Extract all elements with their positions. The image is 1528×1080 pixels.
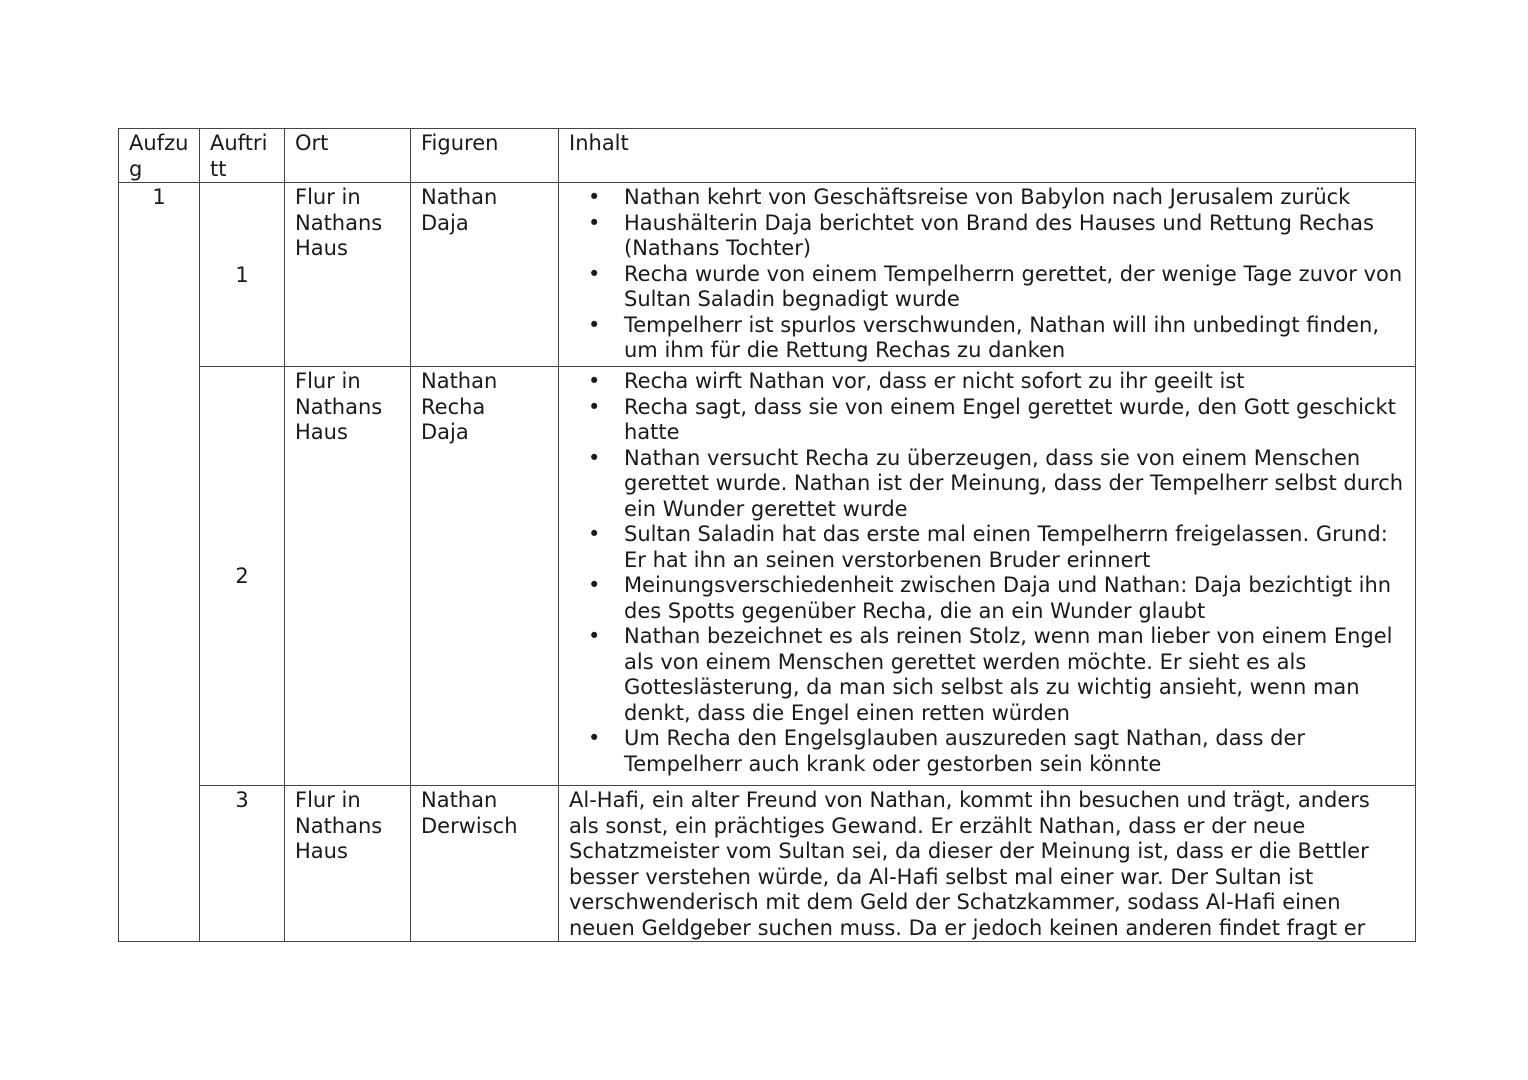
- list-item: • Nathan kehrt von Geschäftsreise von Babylon nach Jerusalem zurück: [624, 185, 1405, 211]
- ort-cell: Flur in Nathans Haus: [285, 786, 411, 942]
- table-header-row: [119, 129, 1416, 183]
- auftritt-number: 2: [200, 367, 285, 786]
- list-item: • Nathan bezeichnet es als reinen Stolz, wenn man lieber von einem Engel als von einem Menschen gerettet werden möchte. Er sieht es als Gotteslästerung, da man sich selbst als zu wichtig ansieht, wenn man denkt, dass die Engel einen retten würden: [624, 624, 1405, 726]
- list-item: • Meinungsverschiedenheit zwischen Daja und Nathan: Daja bezichtigt ihn des Spotts gegenüber Recha, die an ein Wunder glaubt: [624, 573, 1405, 624]
- figuren-cell: Nathan Daja: [411, 183, 559, 367]
- list-item: • Nathan versucht Recha zu überzeugen, dass sie von einem Menschen gerettet wurde. Nathan ist der Meinung, dass der Tempelherr selbst durch ein Wunder gerettet wurde: [624, 446, 1405, 523]
- header-inhalt: Inhalt: [559, 129, 1416, 183]
- table-row: [119, 367, 1416, 786]
- ort-cell: Flur in Nathans Haus: [285, 367, 411, 786]
- table-row: [119, 183, 1416, 367]
- list-item: • Recha wirft Nathan vor, dass er nicht sofort zu ihr geeilt ist: [624, 369, 1405, 395]
- list-item: • Recha wurde von einem Tempelherrn gerettet, der wenige Tage zuvor von Sultan Saladin begnadigt wurde: [624, 262, 1405, 313]
- auftritt-number: 3: [200, 786, 285, 942]
- auftritt-number: 1: [200, 183, 285, 367]
- header-auftritt: Auftritt: [200, 129, 285, 183]
- list-item: • Sultan Saladin hat das erste mal einen Tempelherrn freigelassen. Grund: Er hat ihn an seinen verstorbenen Bruder erinnert: [624, 522, 1405, 573]
- list-item: • Tempelherr ist spurlos verschwunden, Nathan will ihn unbedingt finden, um ihm für die Rettung Rechas zu danken: [624, 313, 1405, 364]
- header-aufzug: Aufzug: [119, 129, 200, 183]
- header-ort: Ort: [285, 129, 411, 183]
- header-figuren: Figuren: [411, 129, 559, 183]
- inhalt-cell: [559, 367, 1416, 786]
- list-item: • Um Recha den Engelsglauben auszureden sagt Nathan, dass der Tempelherr auch krank oder gestorben sein könnte: [624, 726, 1405, 777]
- figuren-cell: Nathan Recha Daja: [411, 367, 559, 786]
- list-item: • Recha sagt, dass sie von einem Engel gerettet wurde, den Gott geschickt hatte: [624, 395, 1405, 446]
- list-item: • Haushälterin Daja berichtet von Brand des Hauses und Rettung Rechas (Nathans Tochter): [624, 211, 1405, 262]
- inhalt-paragraph: Al-Hafi, ein alter Freund von Nathan, kommt ihn besuchen und trägt, anders als sonst, ein prächtiges Gewand. Er erzählt Nathan, dass er der neue Schatzmeister vom Sultan sei, da dieser der Meinung ist, dass er die Bettler besser verstehen würde, da Al-Hafi selbst mal einer war. Der Sultan ist verschwenderisch mit dem Geld der Schatzkammer, sodass Al-Hafi einen neuen Geldgeber suchen muss. Da er jedoch keinen anderen findet fragt er: [559, 786, 1416, 942]
- inhalt-cell: [559, 183, 1416, 367]
- ort-cell: Flur in Nathans Haus: [285, 183, 411, 367]
- inhalt-list: [569, 369, 1405, 777]
- figuren-cell: Nathan Derwisch: [411, 786, 559, 942]
- inhalt-list: [569, 185, 1405, 364]
- table-row: [119, 786, 1416, 942]
- scene-overview-table: [118, 128, 1416, 942]
- aufzug-number: 1: [119, 183, 200, 942]
